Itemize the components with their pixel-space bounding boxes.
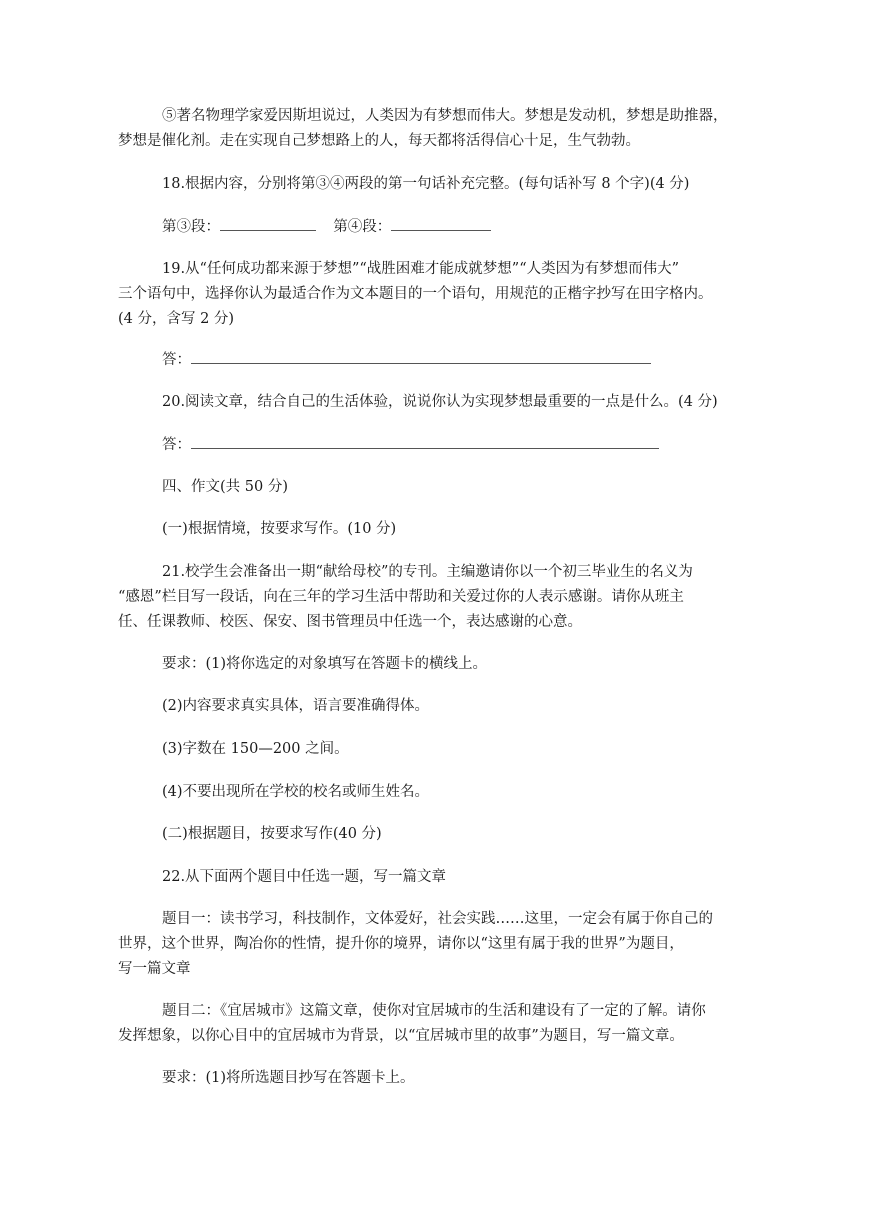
question-22: 22.从下面两个题目中任选一题，写一篇文章 [162, 869, 447, 885]
requirement-3: (3)字数在 150—200 之间。 [162, 741, 349, 757]
question-20-answer-row [162, 432, 659, 458]
question-19-line-1: 19.从“任何成功都来源于梦想”“战胜困难才能成就梦想”“人类因为有梦想而伟大” [162, 261, 680, 277]
question-20: 20.阅读文章，结合自己的生活体验，说说你认为实现梦想最重要的一点是什么。(4 分) [162, 394, 718, 410]
question-21-line-2: “感恩”栏目写一段话，向在三年的学习生活中帮助和关爱过你的人表示感谢。请你从班主 [118, 589, 684, 605]
topic-1-line-2: 世界，这个世界，陶冶你的性情，提升你的境界，请你以“这里有属于我的世界”为题目， [118, 936, 684, 952]
topic-2-line-2: 发挥想象，以你心目中的宜居城市为背景，以“宜居城市里的故事”为题目，写一篇文章。 [118, 1028, 684, 1044]
topic-1-line-1: 题目一：读书学习，科技制作，文体爱好，社会实践……这里，一定会有属于你自己的 [162, 911, 713, 927]
question-19-answer-line[interactable] [191, 347, 651, 364]
question-21-line-3: 任、任课教师、校医、保安、图书管理员中任选一个，表达感谢的心意。 [118, 614, 582, 630]
question-18: 18.根据内容，分别将第③④两段的第一句话补充完整。(每句话补写 8 个字)(4 分) [162, 176, 690, 192]
requirement-2: (2)内容要求真实具体，语言要准确得体。 [162, 698, 430, 714]
part-2-heading: (二)根据题目，按要求写作(40 分) [162, 826, 382, 842]
paragraph-4-blank[interactable] [391, 214, 491, 231]
question-20-answer-line[interactable] [191, 432, 659, 449]
requirement-1: 要求：(1)将你选定的对象填写在答题卡的横线上。 [162, 656, 488, 672]
paragraph-4-label: 第④段： [333, 219, 392, 235]
section-4-heading: 四、作文(共 50 分) [162, 479, 288, 495]
question-19-answer-row [162, 347, 651, 373]
part-1-heading: (一)根据情境，按要求写作。(10 分) [162, 521, 397, 537]
paragraph-3-label: 第③段： [162, 219, 220, 235]
requirement-4: (4)不要出现所在学校的校名或师生姓名。 [162, 784, 430, 800]
topic-2-line-1: 题目二：《宜居城市》这篇文章，使你对宜居城市的生活和建设有了一定的了解。请你 [162, 1003, 706, 1019]
topic-1-line-3: 写一篇文章 [118, 961, 191, 977]
answer-label: 答： [162, 352, 191, 368]
paragraph-3-blank[interactable] [220, 214, 316, 231]
question-19-line-2: 三个语句中，选择你认为最适合作为文本题目的一个语句，用规范的正楷字抄写在田字格内。 [118, 286, 713, 302]
paragraph-5-line-2: 梦想是催化剂。走在实现自己梦想路上的人，每天都将活得信心十足，生气勃勃。 [118, 133, 640, 149]
question-19-line-3: (4 分，含写 2 分) [118, 311, 235, 327]
question-21-line-1: 21.校学生会准备出一期“献给母校”的专刊。主编邀请你以一个初三毕业生的名义为 [162, 564, 693, 580]
paragraph-5-line-1: ⑤著名物理学家爱因斯坦说过，人类因为有梦想而伟大。梦想是发动机，梦想是助推器， [162, 108, 728, 124]
answer-label: 答： [162, 437, 191, 453]
final-requirement: 要求：(1)将所选题目抄写在答题卡上。 [162, 1070, 415, 1086]
question-18-answer-row [162, 214, 491, 240]
